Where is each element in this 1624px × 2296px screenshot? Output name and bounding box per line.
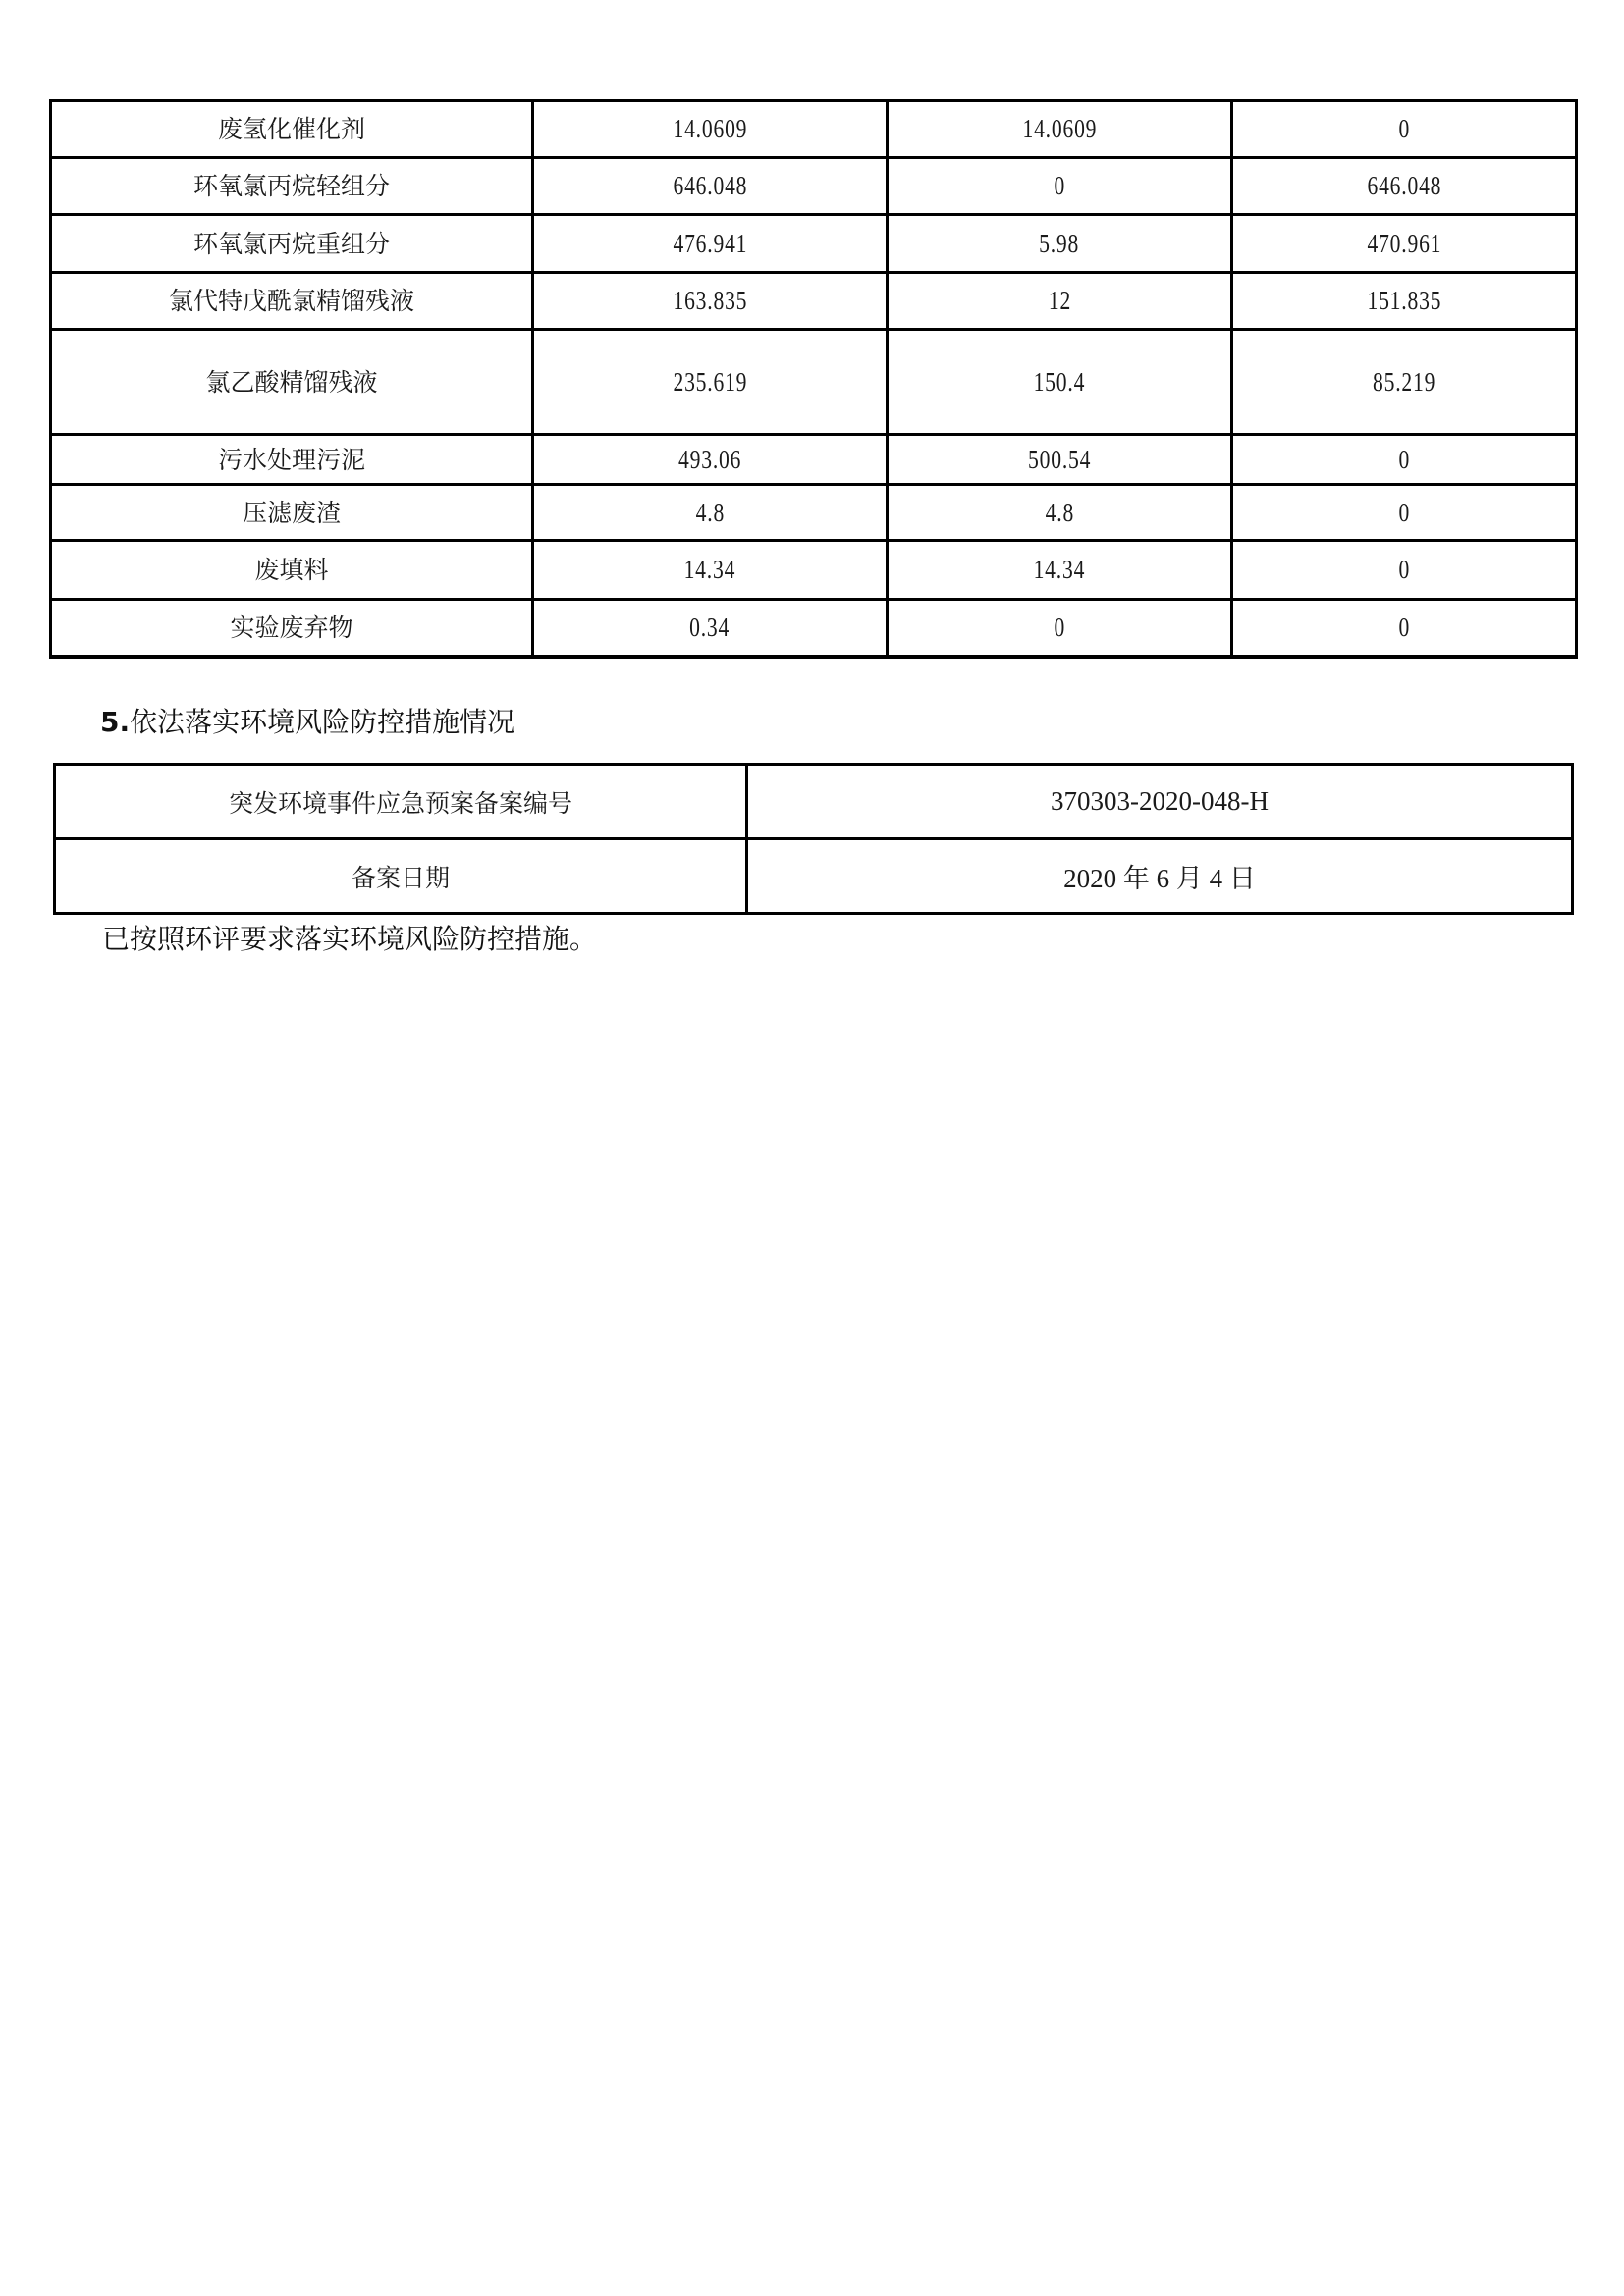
value-cell-col1: 235.619 [533, 330, 888, 435]
value-cell-col2: 150.4 [888, 330, 1232, 435]
value-cell-col2: 14.34 [888, 541, 1232, 600]
value-cell-col2: 0 [888, 600, 1232, 657]
table-row [51, 435, 1577, 485]
waste-name-cell: 实验废弃物 [51, 600, 533, 657]
value-cell-col1: 14.34 [533, 541, 888, 600]
waste-name-cell: 环氧氯丙烷重组分 [51, 215, 533, 273]
filing-date-label: 备案日期 [55, 839, 747, 914]
value-cell-col2: 14.0609 [888, 101, 1232, 158]
table-row [51, 101, 1577, 158]
value-cell-col3: 0 [1232, 101, 1577, 158]
section-number: 5. [100, 706, 131, 738]
table-row [51, 600, 1577, 657]
emergency-plan-table [53, 763, 1574, 915]
filing-date-value: 2020 年 6 月 4 日 [747, 839, 1573, 914]
table-row [51, 273, 1577, 330]
section-title: 依法落实环境风险防控措施情况 [130, 706, 515, 738]
value-cell-col3: 646.048 [1232, 158, 1577, 215]
table-row [55, 839, 1573, 914]
value-cell-col3: 85.219 [1232, 330, 1577, 435]
table-row [55, 765, 1573, 839]
value-cell-col3: 0 [1232, 435, 1577, 485]
table-row [51, 158, 1577, 215]
value-cell-col3: 151.835 [1232, 273, 1577, 330]
value-cell-col3: 0 [1232, 485, 1577, 541]
value-cell-col1: 4.8 [533, 485, 888, 541]
value-cell-col2: 4.8 [888, 485, 1232, 541]
value-cell-col2: 5.98 [888, 215, 1232, 273]
waste-name-cell: 污水处理污泥 [51, 435, 533, 485]
value-cell-col2: 12 [888, 273, 1232, 330]
value-cell-col3: 0 [1232, 600, 1577, 657]
waste-table [49, 99, 1578, 659]
table-row [51, 485, 1577, 541]
table-row [51, 215, 1577, 273]
value-cell-col1: 0.34 [533, 600, 888, 657]
table-row [51, 330, 1577, 435]
value-cell-col1: 493.06 [533, 435, 888, 485]
value-cell-col3: 0 [1232, 541, 1577, 600]
value-cell-col1: 476.941 [533, 215, 888, 273]
value-cell-col2: 500.54 [888, 435, 1232, 485]
value-cell-col1: 646.048 [533, 158, 888, 215]
value-cell-col3: 470.961 [1232, 215, 1577, 273]
value-cell-col1: 163.835 [533, 273, 888, 330]
waste-name-cell: 氯代特戊酰氯精馏残液 [51, 273, 533, 330]
waste-name-cell: 环氧氯丙烷轻组分 [51, 158, 533, 215]
waste-name-cell: 废填料 [51, 541, 533, 600]
waste-name-cell: 压滤废渣 [51, 485, 533, 541]
plan-number-value: 370303-2020-048-H [747, 765, 1573, 839]
plan-number-label: 突发环境事件应急预案备案编号 [55, 765, 747, 839]
value-cell-col1: 14.0609 [533, 101, 888, 158]
value-cell-col2: 0 [888, 158, 1232, 215]
closing-paragraph: 已按照环评要求落实环境风险防控措施。 [102, 923, 598, 955]
section-heading [100, 707, 514, 738]
waste-name-cell: 氯乙酸精馏残液 [51, 330, 533, 435]
table-row [51, 541, 1577, 600]
waste-name-cell: 废氢化催化剂 [51, 101, 533, 158]
